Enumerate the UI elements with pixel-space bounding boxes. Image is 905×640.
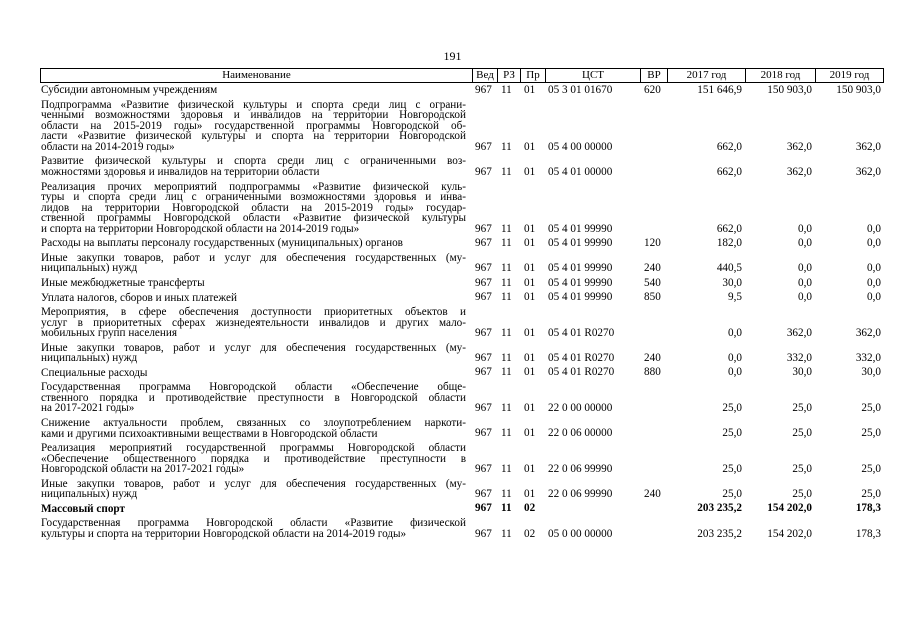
cell-cst: 05 4 01 99990: [548, 222, 613, 235]
cell-rz: 11: [501, 462, 512, 475]
cell-ved: 967: [475, 140, 492, 153]
row-name: [41, 443, 466, 475]
cell-y2017: 0,0: [728, 351, 742, 364]
cell-rz: 11: [501, 83, 512, 96]
cell-y2018: 362,0: [786, 140, 812, 153]
row-name: [41, 368, 466, 379]
cell-y2018: 0,0: [798, 222, 812, 235]
cell-pr: 02: [524, 502, 536, 515]
cell-y2017: 662,0: [716, 222, 742, 235]
table-row: [40, 156, 884, 177]
cell-y2017: 9,5: [728, 291, 742, 304]
table-row: [40, 479, 884, 500]
table-row: [40, 518, 884, 539]
row-name-line: Иные закупки товаров, работ и услуг для обеспечения государственных (му-: [41, 341, 466, 354]
cell-pr: 01: [524, 165, 536, 178]
table-row: [40, 100, 884, 153]
cell-cst: 22 0 06 99990: [548, 462, 613, 475]
row-name-line: мобильных групп населения: [41, 327, 178, 340]
table-row: [40, 504, 884, 515]
row-name: [41, 253, 466, 274]
cell-rz: 11: [501, 165, 512, 178]
cell-rz: 11: [501, 222, 512, 235]
table-row: [40, 293, 884, 304]
row-name-line: Новгородской области на 2017-2021 годы»: [41, 463, 245, 476]
row-name-line: Государственная программа Новгородской области «Развитие физической: [41, 517, 466, 530]
cell-cst: 05 4 01 00000: [548, 165, 613, 178]
row-name-line: Иные закупки товаров, работ и услуг для обеспечения государственных (му-: [41, 251, 466, 264]
cell-y2018: 25,0: [792, 427, 812, 440]
cell-cst: 22 0 06 00000: [548, 427, 613, 440]
column-header-vr: ВР: [640, 69, 667, 82]
row-name-line: области на 2014-2019 годы»: [41, 140, 175, 153]
cell-rz: 11: [501, 502, 512, 515]
column-header-cst: ЦСТ: [545, 69, 640, 82]
row-name-line: на 2017-2021 годы»: [41, 402, 135, 415]
column-header-2019: 2019 год: [815, 69, 883, 82]
cell-y2018: 25,0: [792, 462, 812, 475]
column-header-rz: РЗ: [497, 69, 520, 82]
cell-rz: 11: [501, 402, 512, 415]
cell-ved: 967: [475, 291, 492, 304]
cell-cst: 05 4 01 R0270: [548, 351, 615, 364]
row-name-line: «Обеспечение общественного порядка и противодействие преступности в: [41, 452, 466, 465]
cell-ved: 967: [475, 165, 492, 178]
table-row: [40, 278, 884, 289]
cell-y2017: 0,0: [728, 366, 742, 379]
cell-y2018: 154 202,0: [767, 527, 812, 540]
cell-y2018: 0,0: [798, 276, 812, 289]
table-row: [40, 443, 884, 475]
cell-y2017: 0,0: [728, 326, 742, 339]
cell-rz: 11: [501, 427, 512, 440]
cell-ved: 967: [475, 222, 492, 235]
cell-y2019: 0,0: [867, 291, 881, 304]
cell-y2018: 0,0: [798, 236, 812, 249]
cell-cst: 05 4 01 R0270: [548, 366, 615, 379]
cell-y2017: 25,0: [722, 462, 742, 475]
cell-ved: 967: [475, 527, 492, 540]
table-row: [40, 182, 884, 235]
cell-cst: 05 4 01 99990: [548, 276, 613, 289]
cell-pr: 01: [524, 291, 536, 304]
cell-y2017: 25,0: [722, 402, 742, 415]
cell-pr: 01: [524, 276, 536, 289]
table-row: [40, 368, 884, 379]
column-header-pr: Пр: [520, 69, 545, 82]
row-name: [41, 343, 466, 364]
cell-y2017: 151 646,9: [697, 83, 742, 96]
row-name: [41, 418, 466, 439]
column-header-name: Наименование: [222, 69, 291, 81]
cell-rz: 11: [501, 276, 512, 289]
row-name: [41, 479, 466, 500]
row-name: [41, 278, 466, 289]
row-name: [41, 293, 466, 304]
cell-y2019: 30,0: [861, 366, 881, 379]
cell-ved: 967: [475, 402, 492, 415]
cell-y2019: 362,0: [855, 140, 881, 153]
table-header: [40, 68, 884, 83]
cell-rz: 11: [501, 527, 512, 540]
cell-y2017: 25,0: [722, 487, 742, 500]
row-name-line: ченными возможностями здоровья и инвалидов на территории Новгородской: [41, 109, 466, 122]
row-name-line: ниципальных) нужд: [41, 488, 138, 501]
table-row: [40, 253, 884, 274]
cell-ved: 967: [475, 502, 492, 515]
cell-y2017: 203 235,2: [697, 527, 742, 540]
row-name-line: Развитие физической культуры и спорта среди лиц с ограниченными воз-: [41, 155, 466, 168]
budget-table: [40, 68, 884, 540]
row-name-line: Специальные расходы: [41, 366, 148, 379]
cell-y2018: 150 903,0: [767, 83, 812, 96]
cell-rz: 11: [501, 236, 512, 249]
cell-y2018: 0,0: [798, 262, 812, 275]
row-name: [41, 307, 466, 339]
row-name: [41, 518, 466, 539]
table-row: [40, 343, 884, 364]
row-name: [41, 156, 466, 177]
cell-ved: 967: [475, 236, 492, 249]
row-name: [41, 182, 466, 235]
cell-ved: 967: [475, 351, 492, 364]
cell-y2017: 30,0: [722, 276, 742, 289]
cell-y2019: 150 903,0: [836, 83, 881, 96]
cell-vr: 120: [644, 236, 661, 249]
cell-cst: 05 4 01 99990: [548, 291, 613, 304]
cell-vr: 240: [644, 351, 661, 364]
row-name-line: Мероприятия, в сфере обеспечения доступности приоритетных объектов и: [41, 306, 466, 318]
row-name-line: ственной программы Новгородской области «Развитие физической культуры: [41, 212, 466, 225]
cell-vr: 540: [644, 276, 661, 289]
cell-ved: 967: [475, 276, 492, 289]
row-name: [41, 100, 466, 153]
cell-y2018: 25,0: [792, 487, 812, 500]
cell-rz: 11: [501, 326, 512, 339]
cell-pr: 01: [524, 222, 536, 235]
cell-rz: 11: [501, 262, 512, 275]
row-name-line: ниципальных) нужд: [41, 262, 138, 275]
row-name-line: Субсидии автономным учреждениям: [41, 84, 218, 96]
row-name-line: ками и другими психоактивными веществами в Новгородской области: [41, 427, 378, 440]
cell-y2018: 362,0: [786, 165, 812, 178]
row-name-line: Иные межбюджетные трансферты: [41, 277, 205, 289]
row-name-line: Уплата налогов, сборов и иных платежей: [41, 291, 237, 304]
cell-y2019: 362,0: [855, 165, 881, 178]
cell-y2018: 0,0: [798, 291, 812, 304]
row-name-line: Государственная программа Новгородской области «Обеспечение обще-: [41, 381, 466, 394]
row-name-line: услуг в приоритетных сферах жизнедеятельности инвалидов и других мало-: [41, 316, 466, 329]
cell-pr: 01: [524, 262, 536, 275]
row-name-line: лидов на территории Новгородской области на 2015-2019 годы» государ-: [41, 201, 466, 214]
column-header-ved: Вед: [472, 69, 497, 82]
cell-pr: 01: [524, 487, 536, 500]
table-row: [40, 307, 884, 339]
cell-ved: 967: [475, 366, 492, 379]
row-name: [41, 382, 466, 414]
cell-cst: 05 0 00 00000: [548, 527, 613, 540]
column-header-2017: 2017 год: [667, 69, 745, 82]
cell-cst: 05 4 00 00000: [548, 140, 613, 153]
cell-ved: 967: [475, 262, 492, 275]
cell-y2019: 178,3: [855, 527, 881, 540]
cell-ved: 967: [475, 83, 492, 96]
cell-vr: 240: [644, 262, 661, 275]
row-name-line: туры и спорта среди лиц с ограниченными возможностями здоровья и инва-: [41, 191, 466, 204]
row-name-line: культуры и спорта на территории Новгородской области на 2014-2019 годы»: [41, 527, 407, 540]
cell-pr: 01: [524, 326, 536, 339]
cell-ved: 967: [475, 326, 492, 339]
row-name-line: Массовый спорт: [41, 502, 125, 515]
cell-ved: 967: [475, 487, 492, 500]
cell-y2017: 25,0: [722, 427, 742, 440]
cell-y2019: 332,0: [855, 351, 881, 364]
cell-y2019: 25,0: [861, 487, 881, 500]
cell-y2018: 25,0: [792, 402, 812, 415]
cell-y2019: 0,0: [867, 262, 881, 275]
cell-vr: 620: [644, 83, 661, 96]
cell-pr: 01: [524, 462, 536, 475]
row-name-line: Расходы на выплаты персоналу государственных (муниципальных) органов: [41, 237, 403, 250]
cell-vr: 880: [644, 366, 661, 379]
cell-vr: 240: [644, 487, 661, 500]
cell-cst: 05 4 01 99990: [548, 236, 613, 249]
cell-y2018: 30,0: [792, 366, 812, 379]
row-name-line: Реализация прочих мероприятий подпрограммы «Развитие физической куль-: [41, 180, 466, 193]
table-row: [40, 85, 884, 96]
cell-cst: 05 4 01 99990: [548, 262, 613, 275]
cell-y2019: 178,3: [855, 502, 881, 515]
row-name: [41, 504, 466, 515]
cell-y2019: 25,0: [861, 462, 881, 475]
row-name-line: можностями здоровья и инвалидов на территории области: [41, 165, 320, 178]
cell-rz: 11: [501, 140, 512, 153]
cell-y2019: 0,0: [867, 276, 881, 289]
cell-cst: 22 0 06 99990: [548, 487, 613, 500]
table-row: [40, 418, 884, 439]
row-name-line: и спорта на территории Новгородской области на 2014-2019 годы»: [41, 222, 360, 235]
row-name-line: ственного порядка и противодействие преступности в Новгородской области: [41, 391, 466, 404]
cell-y2018: 332,0: [786, 351, 812, 364]
cell-rz: 11: [501, 366, 512, 379]
row-name: [41, 238, 466, 249]
cell-y2018: 362,0: [786, 326, 812, 339]
cell-y2019: 0,0: [867, 236, 881, 249]
row-name-line: Подпрограмма «Развитие физической культуры и спорта среди лиц с ограни-: [41, 98, 466, 111]
cell-y2017: 662,0: [716, 165, 742, 178]
cell-y2019: 25,0: [861, 402, 881, 415]
cell-pr: 01: [524, 83, 536, 96]
cell-rz: 11: [501, 291, 512, 304]
cell-pr: 01: [524, 351, 536, 364]
cell-ved: 967: [475, 427, 492, 440]
cell-y2017: 203 235,2: [697, 502, 742, 515]
cell-y2017: 182,0: [716, 236, 742, 249]
cell-pr: 01: [524, 427, 536, 440]
table-row: [40, 382, 884, 414]
cell-y2018: 154 202,0: [767, 502, 812, 515]
row-name-line: ласти «Развитие физической культуры и спорта на территории Новгородской: [41, 130, 466, 143]
row-name-line: области на 2015-2019 годы» государственной программы Новгородской об-: [41, 119, 466, 132]
row-name-line: Реализация мероприятий государственной программы Новгородской области: [41, 442, 466, 455]
cell-y2017: 440,5: [716, 262, 742, 275]
cell-y2019: 0,0: [867, 222, 881, 235]
cell-cst: 05 4 01 R0270: [548, 326, 615, 339]
cell-cst: 05 3 01 01670: [548, 83, 613, 96]
page-number: 191: [443, 49, 462, 63]
cell-pr: 01: [524, 140, 536, 153]
cell-vr: 850: [644, 291, 661, 304]
column-header-2018: 2018 год: [745, 69, 815, 82]
cell-pr: 01: [524, 402, 536, 415]
row-name-line: ниципальных) нужд: [41, 352, 138, 365]
cell-pr: 01: [524, 366, 536, 379]
row-name-line: Иные закупки товаров, работ и услуг для обеспечения государственных (му-: [41, 477, 466, 490]
cell-cst: 22 0 00 00000: [548, 402, 613, 415]
cell-y2019: 25,0: [861, 427, 881, 440]
cell-pr: 01: [524, 236, 536, 249]
cell-y2017: 662,0: [716, 140, 742, 153]
row-name-line: Снижение актуальности проблем, связанных со злоупотреблением наркоти-: [41, 417, 466, 429]
cell-rz: 11: [501, 487, 512, 500]
cell-pr: 02: [524, 527, 536, 540]
cell-y2019: 362,0: [855, 326, 881, 339]
row-name: [41, 85, 466, 96]
cell-ved: 967: [475, 462, 492, 475]
table-row: [40, 238, 884, 249]
cell-rz: 11: [501, 351, 512, 364]
